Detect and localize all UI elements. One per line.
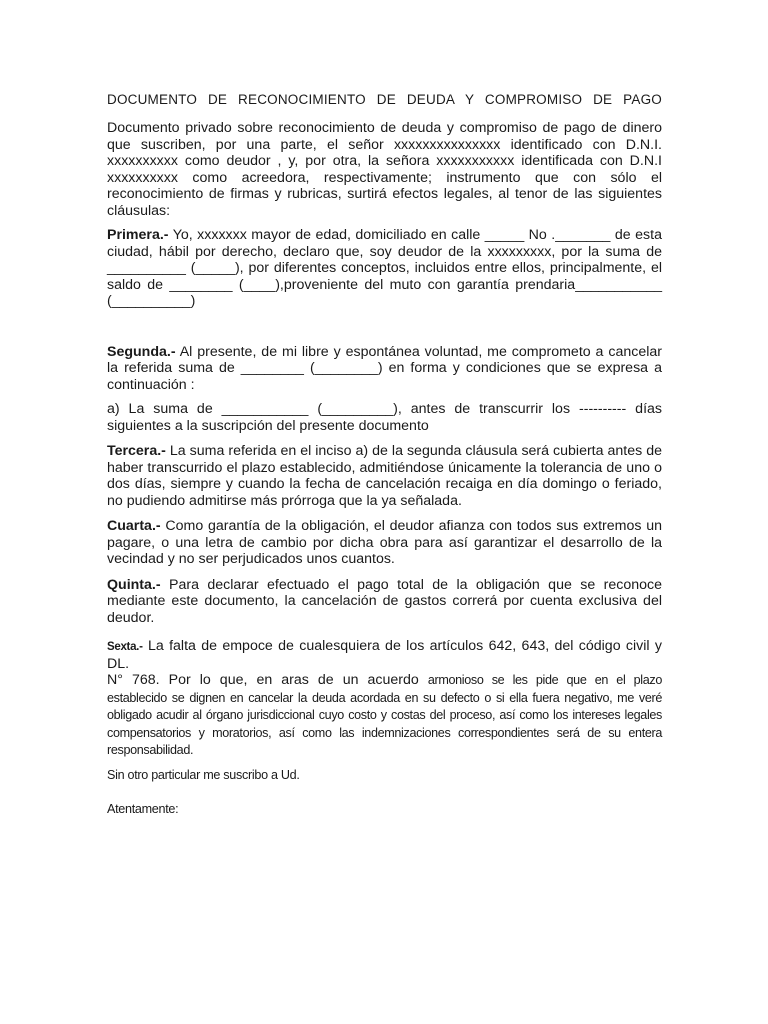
clause-segunda-heading: Segunda.-: [107, 343, 176, 360]
clause-primera-heading: Primera.-: [107, 227, 169, 243]
clause-sexta-line2-b: armonioso se les pide que en el plazo: [427, 673, 662, 687]
clause-tercera-text: La suma referida en el inciso a) de la segunda cláusula será cubierta antes de haber transcurrido el plazo establecido, admitiéndose únicamente la tolerancia de uno o dos días, siempre y cuando la fecha de cancelación recaiga en día domingo o feriado, no pudiendo admitirse más prórroga que la ya señalada.: [107, 443, 662, 509]
document-title: DOCUMENTO DE RECONOCIMIENTO DE DEUDA Y COMPROMISO DE PAGO: [107, 92, 662, 107]
closing-signoff: Atentamente:: [107, 801, 179, 816]
clause-cuarta: [107, 518, 662, 568]
clause-quinta-heading: Quinta.-: [107, 576, 161, 593]
clause-sexta-rest: establecido se dignen en cancelar la deuda acordada en su defecto o si ella fuera negativo, me veré obligado acudir al órgano jurisdiccional cuyo costo y costas del proceso, así como los intereses legales compensatorios y moratorios, así como las indemnizaciones correspondientes será de su entera responsabilidad.: [107, 690, 662, 757]
clause-sexta-line2-a: N° 768. Por lo que, en aras de un acuerdo: [107, 672, 428, 688]
clause-segunda-text: Al presente, de mi libre y espontánea voluntad, me comprometo a cancelar la referida suma de ________ (________) en forma y condiciones que se expresa a continuación :: [107, 343, 662, 393]
document-page: [107, 92, 662, 817]
clause-quinta-text: Para declarar efectuado el pago total de la obligación que se reconoce mediante este documento, la cancelación de gastos correrá por cuenta exclusiva del deudor.: [107, 576, 662, 626]
clause-sexta: [107, 638, 662, 760]
intro-paragraph: Documento privado sobre reconocimiento de deuda y compromiso de pago de dinero que suscriben, por una parte, el señor xxxxxxxxxxxxxxx identificado con D.N.I. xxxxxxxxxx como deudor , y, por otra, la señora xxxxxxxxxxx identificada con D.N.I xxxxxxxxxx como acreedora, respectivamente; instrumento que con sólo el reconocimiento de firmas y rubricas, surtirá efectos legales, al tenor de las siguientes cláusulas:: [107, 120, 662, 219]
clause-inciso-a: a) La suma de ___________ (_________), antes de transcurrir los ---------- días siguientes a la suscripción del presente documento: [107, 401, 662, 434]
closing-line: Sin otro particular me suscribo a Ud.: [107, 767, 300, 782]
clause-primera: [107, 227, 662, 310]
clause-tercera: [107, 443, 662, 509]
clause-segunda: [107, 344, 662, 394]
clause-cuarta-text: Como garantía de la obligación, el deudor afianza con todos sus extremos un pagare, o una letra de cambio por dicha obra para así garantizar el desarrollo de la vecindad y no ser perjudicados unos cuantos.: [107, 518, 662, 567]
clause-sexta-heading: Sexta.-: [107, 641, 143, 653]
clause-quinta: [107, 577, 662, 627]
clause-tercera-heading: Tercera.-: [107, 443, 166, 459]
clause-sexta-line1-text: La falta de empoce de cualesquiera de los artículos 642, 643, del código civil y DL.: [107, 638, 662, 672]
clause-sexta-line1: [107, 638, 662, 672]
clause-cuarta-heading: Cuarta.-: [107, 518, 161, 534]
clause-primera-text: Yo, xxxxxxx mayor de edad, domiciliado en calle _____ No ._______ de esta ciudad, hábil por derecho, declaro que, soy deudor de la xxxxxxxxx, por la suma de __________ (_____), por diferentes conceptos, incluidos entre ellos, principalmente, el saldo de ________ (____),proveniente del muto con garantía prendaria___________ (__________): [107, 227, 662, 309]
clause-sexta-line2: [107, 672, 662, 690]
